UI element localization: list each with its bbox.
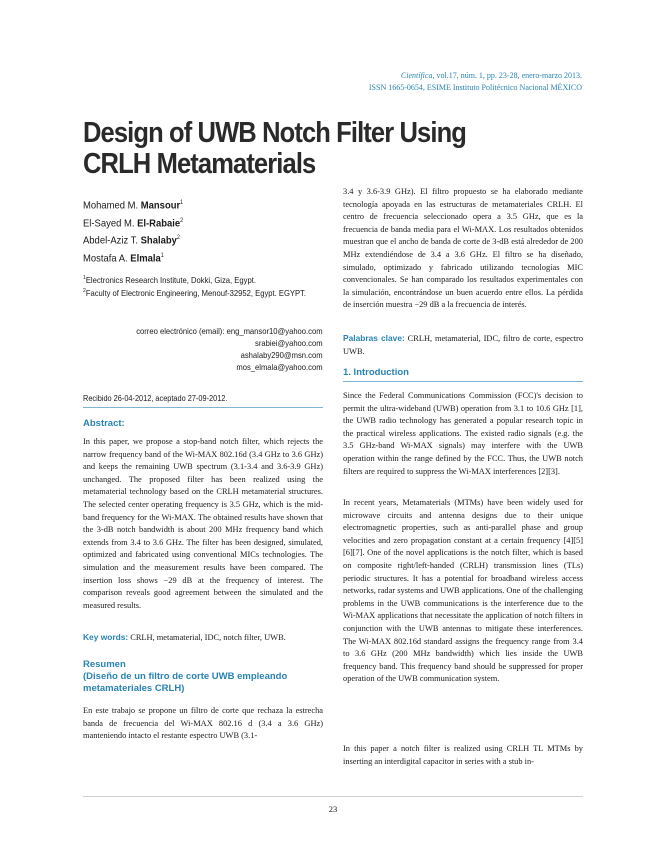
affiliations [83,273,313,299]
esime: ESIME [426,83,451,92]
author: Abdel-Aziz T. Shalaby$^2$ [83,234,180,247]
email-link[interactable]: mos_elmala@yahoo.com [236,362,323,372]
email-link[interactable]: ashalaby290@msn.com [240,350,323,360]
title-line-1: Design of UWB Notch Filter Using [83,117,466,149]
abstract-heading: Abstract: [83,418,125,429]
resumen-heading: Resumen [83,659,126,670]
journal-header [262,70,582,94]
institute: Instituto Politécnico Nacional [452,83,549,92]
issn: ISSN 1665-0654, [368,83,425,92]
email-label: correo electrónico (email): [136,326,225,336]
divider [343,381,583,382]
author: El-Sayed M. El-Rabaie$^2$ [83,217,184,229]
intro-paragraph: Since the Federal Communications Commission (FCC)'s decision to permit the ultra-wideband (UWB) operation from 3.1 to 10.6 GHz [1], the UWB radio technology has generated a popular research topic in the practical wireless applications. The existed radio signals (e.g. the 3.5 GHz-band Wi-MAX signals) may interfere with the UWB operation within the range defined by the FCC. Thus, the UWB notch filters are required to suppress the Wi-MAX interferences [2][3]. [343,391,583,476]
intro-paragraph: In this paper a notch filter is realized using CRLH TL MTMs by inserting an interdigital capacitor in series with a stub in- [343,744,583,766]
journal-name: Científica, [400,71,435,80]
journal-issue: vol.17, núm. 1, pp. 23-28, enero-marzo 2013. [436,71,582,80]
country: MÉXICO [550,83,582,92]
introduction-heading: 1. Introduction [343,367,409,378]
page-number: 23 [328,804,338,814]
title-line-2: CRLH Metamaterials [83,148,316,180]
paper-title [83,118,505,180]
keywords-es: Palabras clave: CRLH, metamaterial, IDC, filtro de corte, espectro UWB. [343,333,584,356]
email-link[interactable]: eng_mansor10@yahoo.com [226,326,323,336]
author: Mostafa A. Elmala$^1$ [83,252,164,264]
resumen-text: En este trabajo se propone un filtro de corte que rechaza la estrecha banda de frecuencia del Wi-MAX 802.16 d (3.4 a 3.6 GHz) manteniendo intacto el restante espectro UWB (3.1- [83,706,323,741]
author-list [83,196,183,266]
intro-paragraph: In recent years, Metamaterials (MTMs) have been widely used for microwave circuits and antenna designs due to their unique electromagnetic properties, such as anti-parallel phase and group velocities and zero propagation constant at a certain frequency [4][5][6][7]. One of the novel applications is the notch filter, which is based on composite right/left-handed (CRLH) transmission lines (TLs) periodic structures. It has a potential for broadband wireless access networks, radar systems and UWB applications. One of the challenging problems in the UWB communications is the interference due to the Wi-MAX applications that necessitate the application of notch filters in conjunction with the UWB antennas to mitigate these interferences. The Wi-MAX 802.16d standard assigns the frequency range from 3.4 to 3.6 GHz (200 MHz bandwidth) which lies inside the UWB frequency band. This frequency band should be suppressed for proper operation of the UWB communication system. [343,498,583,684]
keywords-label: Key words: [83,632,129,642]
resumen-subtitle: (Diseño de un filtro de corte UWB empleando metamateriales CRLH) [83,671,288,694]
resumen-text-cont: 3.4 y 3.6-3.9 GHz). El filtro propuesto se ha elaborado mediante tecnología apoyada en las estructuras de metamateriales CRLH. El centro de frecuencia seleccionado opera a 3.5 GHz, que es la frecuencia de banda media para el Wi-MAX. Los resultados obtenidos muestran que el ancho de banda de corte de 3-dB está alrededor de 200 MHz extendiéndose de 3.4 a 3.6 GHz. El filtro se ha diseñado, simulado, optimizado y fabricado utilizando tecnologías MIC convencionales. Se han comparado los resultados experimentales con la simulación, encontrándose un buen acuerdo entre ellos. La pérdida de inserción muestra −29 dB a la frecuencia de interés. [343,187,583,310]
author: Mohamed M. Mansour$^1$ [83,199,184,212]
emails [137,325,323,373]
affiliation: $^1$Electronics Research Institute, Dokki, Giza, Egypt. [83,274,256,285]
keywords-en: Key words: CRLH, metamaterial, IDC, notch filter, UWB. [83,632,286,642]
keywords-label: Palabras clave: [343,333,405,343]
received-date: Recibido 26-04-2012, aceptado 27-09-2012. [83,394,228,403]
divider [83,407,323,408]
footer-divider [83,796,583,797]
affiliation: $^2$Faculty of Electronic Engineering, Menouf-32952, Egypt. EGYPT. [83,287,307,298]
email-link[interactable]: srabiei@yahoo.com [255,338,323,348]
abstract-text: In this paper, we propose a stop-band notch filter, which rejects the narrow frequency band of the Wi-MAX 802.16d (3.4 GHz to 3.6 GHz) and keeps the remaining UWB spectrum (3.1-3.4 and 3.6-3.9 GHz) unchanged. The proposed filter has been realized using the metamaterial technology based on the CRLH metamaterial structures. The selected center operating frequency is 3.5 GHz, which is the mid-band frequency for the Wi-MAX. The obtained results have shown that the 3-dB notch bandwidth is about 200 MHz frequency band which extends from 3.4 to 3.6 GHz. The filter has been designed, simulated, optimized and fabricated using conventional MICs technologies. The simulation and the measurement results have been compared. The insertion loss shows −29 dB at the frequency of interest. The comparison reveals good agreement between the simulated and the measured results. [83,437,323,610]
